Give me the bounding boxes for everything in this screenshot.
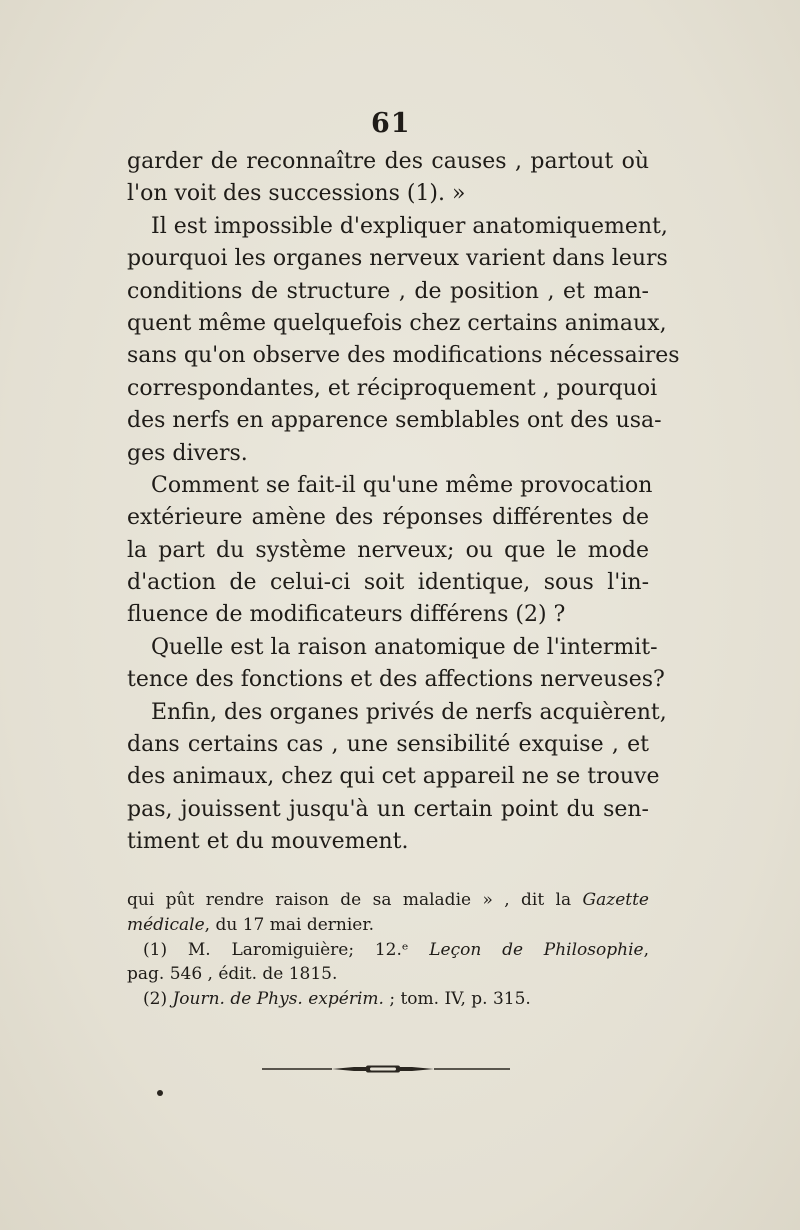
body-line: Il est impossible d'expliquer anatomiquement, [151, 213, 668, 239]
body-line: des nerfs en apparence semblables ont des usa- [127, 408, 662, 434]
footnote-line: pag. 546 , édit. de 1815. [127, 964, 338, 985]
body-line: Quelle est la raison anatomique de l'intermit- [151, 634, 658, 660]
body-line: conditions de structure , de position , et man- [127, 278, 649, 304]
body-line: la part du système nerveux; ou que le mode [127, 537, 649, 563]
footnote-line: (2) Journ. de Phys. expérim. ; tom. IV, p. 315. [143, 989, 531, 1010]
body-line: extérieure amène des réponses différentes de [127, 505, 649, 531]
body-line: pourquoi les organes nerveux varient dans leurs [127, 246, 668, 272]
footnote-line: (1) M. Laromiguière; 12.ᵉ Leçon de Philosophie, [143, 939, 649, 960]
footnotes [127, 888, 649, 1012]
ornament-rule [262, 1063, 510, 1075]
body-line: quent même quelquefois chez certains animaux, [127, 310, 667, 336]
body-line: Enfin, des organes privés de nerfs acquièrent, [151, 699, 667, 725]
body-line: Comment se fait-il qu'une même provocation [151, 472, 653, 498]
body-line: l'on voit des successions (1). » [127, 181, 466, 207]
body-line: pas, jouissent jusqu'à un certain point du sen- [127, 796, 649, 822]
body-line: correspondantes, et réciproquement , pourquoi [127, 375, 658, 401]
ink-speck [157, 1090, 163, 1096]
body-line: timent et du mouvement. [127, 829, 409, 855]
body-line: d'action de celui-ci soit identique, sous l'in- [127, 570, 649, 596]
body-line: dans certains cas , une sensibilité exquise , et [127, 732, 649, 758]
body-line: des animaux, chez qui cet appareil ne se trouve [127, 764, 660, 790]
footnote-line: qui pût rendre raison de sa maladie » , dit la Gazette [127, 890, 649, 910]
body-line: ges divers. [127, 440, 248, 466]
body-text [127, 146, 680, 859]
body-line: fluence de modificateurs différens (2) ? [127, 602, 566, 628]
body-line: tence des fonctions et des affections nerveuses? [127, 667, 665, 693]
body-line: sans qu'on observe des modifications nécessaires [127, 343, 680, 369]
footnote-line: médicale, du 17 mai dernier. [127, 914, 375, 935]
body-line: garder de reconnaître des causes , partout où [127, 149, 649, 174]
page-number: 61 [371, 108, 411, 139]
